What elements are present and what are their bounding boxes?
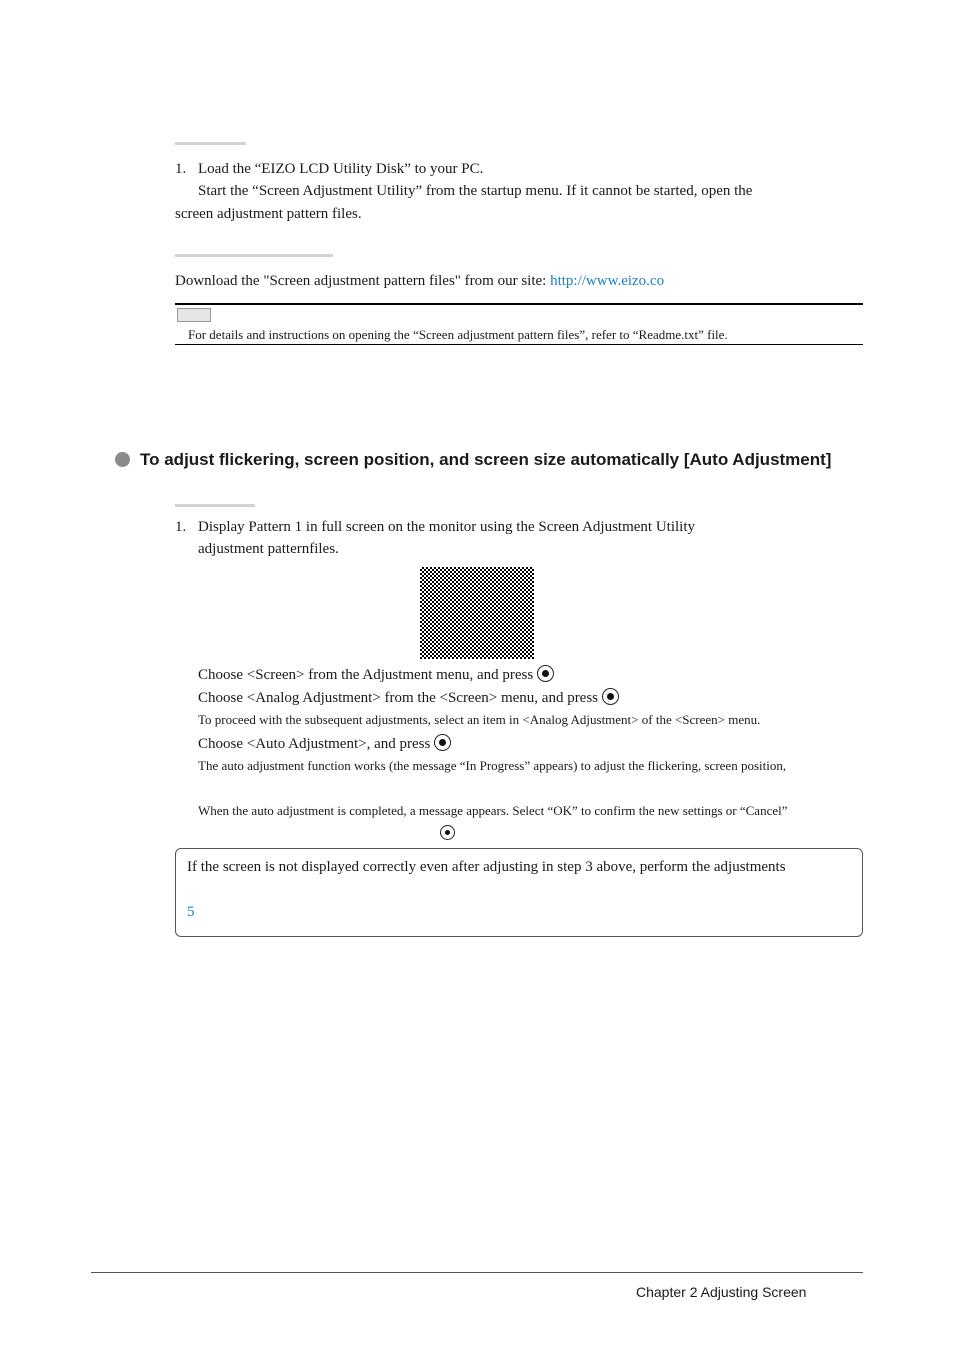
step-number: 1. xyxy=(175,519,187,535)
step-label: Choose <Screen> from the Adjustment menu, and press xyxy=(198,667,534,683)
step-text: adjustment patternfiles. xyxy=(198,541,339,557)
note-text: For details and instructions on opening the “Screen adjustment pattern files”, refer to “Readme.txt” file. xyxy=(188,327,728,342)
section-rule xyxy=(175,142,246,145)
step-text xyxy=(198,734,451,754)
step-text: Start the “Screen Adjustment Utility” from the startup menu. If it cannot be started, open the xyxy=(198,183,753,199)
attention-box xyxy=(175,848,863,937)
enter-button-icon xyxy=(434,734,451,751)
step-note: The auto adjustment function works (the message “In Progress” appears) to adjust the flickering, screen position, xyxy=(198,758,787,773)
bullet-icon xyxy=(115,452,130,467)
footer-chapter-title: Chapter 2 Adjusting Screen xyxy=(636,1284,807,1300)
step-number: 1. xyxy=(175,161,187,177)
enter-button-icon xyxy=(602,688,619,705)
download-text: Download the "Screen adjustment pattern files" from our site: xyxy=(175,273,551,289)
download-link[interactable]: http://www.eizo.co xyxy=(550,273,665,289)
step-text xyxy=(198,688,619,708)
checkerboard-pattern-image xyxy=(420,567,534,659)
step-label: Choose <Auto Adjustment>, and press xyxy=(198,736,431,752)
note-box xyxy=(175,303,863,345)
step-text xyxy=(198,665,554,685)
step-text: Display Pattern 1 in full screen on the monitor using the Screen Adjustment Utility xyxy=(198,519,696,535)
enter-button-icon xyxy=(537,665,554,682)
section-heading: To adjust flickering, screen position, and screen size automatically [Auto Adjustment] xyxy=(140,450,832,469)
attention-text: If the screen is not displayed correctly even after adjusting in step 3 above, perform the adjustments xyxy=(187,859,786,875)
section-rule xyxy=(175,254,333,257)
step-note: To proceed with the subsequent adjustments, select an item in <Analog Adjustment> of the <Screen> menu. xyxy=(198,712,761,727)
step-text: screen adjustment pattern files. xyxy=(175,206,362,222)
page-reference-link[interactable]: 5 xyxy=(187,904,195,920)
step-note: When the auto adjustment is completed, a message appears. Select “OK” to confirm the new settings or “Cancel” xyxy=(198,803,788,818)
enter-button-icon xyxy=(440,825,455,840)
note-label-tag xyxy=(177,308,211,322)
footer-rule xyxy=(91,1272,863,1273)
step-label: Choose <Analog Adjustment> from the <Screen> menu, and press xyxy=(198,690,599,706)
download-paragraph xyxy=(175,271,664,291)
section-rule xyxy=(175,504,255,507)
step-text: Load the “EIZO LCD Utility Disk” to your PC. xyxy=(198,161,484,177)
